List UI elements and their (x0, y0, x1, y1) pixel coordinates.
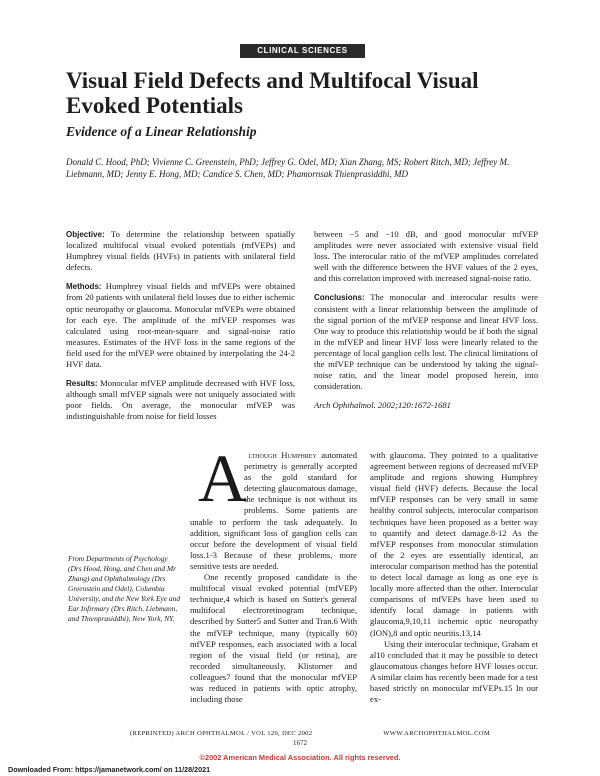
citation: Arch Ophthalmol. 2002;120:1672-1681 (314, 400, 451, 411)
drop-cap: A (198, 440, 248, 516)
conclusions-text: The monocular and interocular results were consistent with a linear relationship between the amplitude of the signal portion of the mfVEP response and linear HVF loss. One way to produce this relationship would be if both the signal in the mfVEP and linear HVF loss were linearly related to the percentage of local ganglion cells lost. The clinical limitations of the mfVEP technique can be understood by taking the signal-noise ratio, and the linear model proposed herein, into consideration. (314, 292, 538, 392)
dropcap-spacer (190, 450, 244, 512)
abstract-objective (66, 229, 295, 273)
conclusions-label: Conclusions: (314, 293, 365, 303)
body-column-2 (370, 450, 538, 724)
footer-journal: (REPRINTED) ARCH OPHTHALMOL / VOL 120, DEC 2002 (130, 730, 313, 737)
objective-text: To determine the relationship between spatially localized multifocal visual evoked potentials (mfVEPs) and Humphrey visual fields (HVFs) in patients with unilateral field defects. (66, 229, 295, 273)
download-stamp: Downloaded From: https://jamanetwork.com/ on 11/28/2021 (8, 765, 211, 774)
body-col2-para1: with glaucoma. They pointed to a qualitative agreement between regions of decreased mfVEP amplitude and regions showing Humphrey visual field (HVF) defects. Because the local mfVEP responses can be very small in some healthy control subjects, interocular comparison techniques have been proposed as a better way to quantify and detect damage.8-12 As the mfVEP responses from monocular stimulation of the 2 eyes are essentially identical, an interocular comparison method has the potential to detect local damage as long as one eye is locally more affected than the other. Interocular comparisons of mfVEPs have been used to identify local damage in patients with glaucoma,9,10,11 ischemic optic neuropathy (ION),8 and optic neuritis.13,14 (370, 450, 538, 638)
section-banner: CLINICAL SCIENCES (240, 44, 365, 58)
body-column-1: lthough Humphrey automated perimetry is generally accepted as the gold standard for detecting glaucomatous damage, the technique is not without its problems. Some patients are unable to perform the task adequately. In addition, significant loss of ganglion cells can occur before the development of visual field loss.1-3 Because of these problems, more sensitive tests are needed. One recently proposed candidate is the multifocal visual evoked potential (mfVEP) technique,4 which is based on Sutter's general multifocal electroretinogram technique, described by Sutter5 and Sutter and Tran.6 With the mfVEP technique, many (typically 60) mfVEP responses, each associated with a local region of the visual field (or retina), are recorded simultaneously. Klistorner and colleagues7 found that the monocular mfVEP was reduced in patients with optic atrophy, including those (190, 450, 357, 705)
results-label: Results: (66, 379, 98, 389)
article-title: Visual Field Defects and Multifocal Visual Evoked Potentials (66, 68, 479, 118)
page-number: 1672 (293, 739, 307, 747)
abstract-conclusions (314, 292, 538, 392)
body-col1-para2: One recently proposed candidate is the multifocal visual evoked potential (mfVEP) technique,4 which is based on Sutter's general multifocal electroretinogram technique, described by Sutter5 and Sutter and Tran.6 With the mfVEP technique, many (typically 60) mfVEP responses, each associated with a local region of the visual field (or retina), are recorded simultaneously. Klistorner and colleagues7 found that the monocular mfVEP was reduced in patients with optic atrophy, including those (190, 572, 357, 705)
body-col1-para1: automated perimetry is generally accepted as the gold standard for detecting glaucomatous damage, the technique is not without its problems. Some patients are unable to perform the task adequately. In addition, significant loss of ganglion cells can occur before the development of visual field loss.1-3 Because of these problems, more sensitive tests are needed. (190, 450, 357, 571)
methods-label: Methods: (66, 282, 102, 292)
body-col2-para2: Using their interocular technique, Graham et al10 concluded that it may be possible to detect glaucomatous changes before HVF losses occur. A similar claim has recently been made for a test based strictly on monocular mfVEPs.15 In our ex- (370, 638, 538, 705)
abstract-results (66, 378, 295, 422)
abstract-right-column (314, 229, 538, 411)
author-list: Donald C. Hood, PhD; Vivienne C. Greenstein, PhD; Jeffrey G. Odel, MD; Xian Zhang, MS; Robert Ritch, MD; Jeffrey M. Liebmann, MD; Jenny E. Hong, MD; Candice S. Chen, MD; Phamornsak Thienprasiddhi, MD (66, 157, 510, 179)
abstract-methods (66, 281, 295, 370)
author-affiliations: From Departments of Psychology (Drs Hood, Hong, and Chen and Mr Zhang) and Ophthalmology (Drs Greenstein and Odel), Columbia University, and the New York Eye and Ear Infirmary (Drs Ritch, Liebmann, and Thienprasiddhi), New York, NY. (68, 554, 181, 623)
footer-url: WWW.ARCHOPHTHALMOL.COM (383, 730, 490, 737)
article-subtitle: Evidence of a Linear Relationship (66, 124, 257, 139)
methods-text: Humphrey visual fields and mfVEPs were obtained from 20 patients with unilateral field losses due to either ischemic optic neuropathy or glaucoma. Monocular mfVEPs were obtained for each eye. The amplitude of the mfVEP responses was calculated using root-mean-square and signal-noise ratio measures. Estimates of the HVF loss in the same regions of the field used for the mfVEP were obtained by interpolating the 24-2 HVF data. (66, 281, 295, 370)
results-text: Monocular mfVEP amplitude decreased with HVF loss, although small mfVEP signals were not uniquely associated with poor fields. On average, the monocular mfVEP was indistinguishable from noise for field losses (66, 378, 295, 422)
results-continued: between −5 and −10 dB, and good monocular mfVEP amplitudes were never associated with extensive visual field loss. The interocular ratio of the mfVEP amplitudes correlated well with the difference between the HVF values of the 2 eyes, and this correlation improved with increased signal-noise ratio. (314, 229, 538, 284)
objective-label: Objective: (66, 230, 105, 239)
abstract-left-column (66, 229, 295, 423)
copyright-notice: ©2002 American Medical Association. All rights reserved. (199, 753, 401, 762)
